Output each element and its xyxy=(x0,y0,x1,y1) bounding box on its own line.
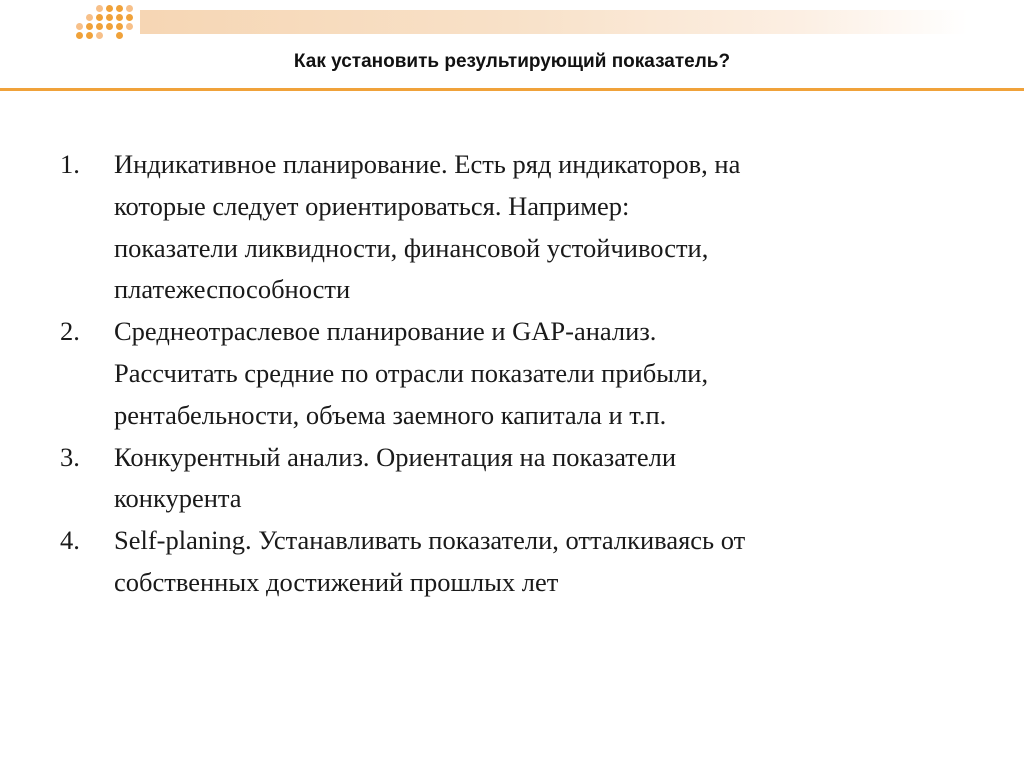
list-item-number: 3. xyxy=(60,441,80,472)
list-item-line: собственных достижений прошлых лет xyxy=(114,566,559,597)
list-item-line: показатели ликвидности, финансовой устойчивости, xyxy=(114,232,709,263)
list-item-line: рентабельности, объема заемного капитала и т.п. xyxy=(114,399,667,430)
list-item-number: 1. xyxy=(60,149,80,179)
list-item-line: конкурента xyxy=(114,483,242,514)
list-item-line: Self-planing. Устанавливать показатели, отталкиваясь от xyxy=(114,525,746,556)
list-item xyxy=(52,144,982,311)
list-item-line: Среднеотраслевое планирование и GAP-анализ. xyxy=(114,316,657,347)
list-item xyxy=(52,520,982,604)
list-item-number: 4. xyxy=(60,525,80,556)
logo-dots-icon xyxy=(0,0,140,44)
list-item xyxy=(52,311,982,436)
title-divider xyxy=(0,88,1024,91)
list-item-line: Индикативное планирование. Есть ряд индикаторов, на xyxy=(114,149,741,179)
slide-title: Как установить результирующий показатель? xyxy=(293,51,731,72)
list-item-number: 2. xyxy=(60,316,80,347)
list-item-line: Конкурентный анализ. Ориентация на показатели xyxy=(114,441,677,472)
numbered-list xyxy=(52,144,982,604)
list-item-line: которые следует ориентироваться. Например: xyxy=(114,190,630,221)
list-item xyxy=(52,437,982,521)
header-gradient-bar xyxy=(140,10,968,34)
list-item-line: Рассчитать средние по отрасли показатели прибыли, xyxy=(114,357,709,388)
list-item-line: платежеспособности xyxy=(114,274,351,305)
